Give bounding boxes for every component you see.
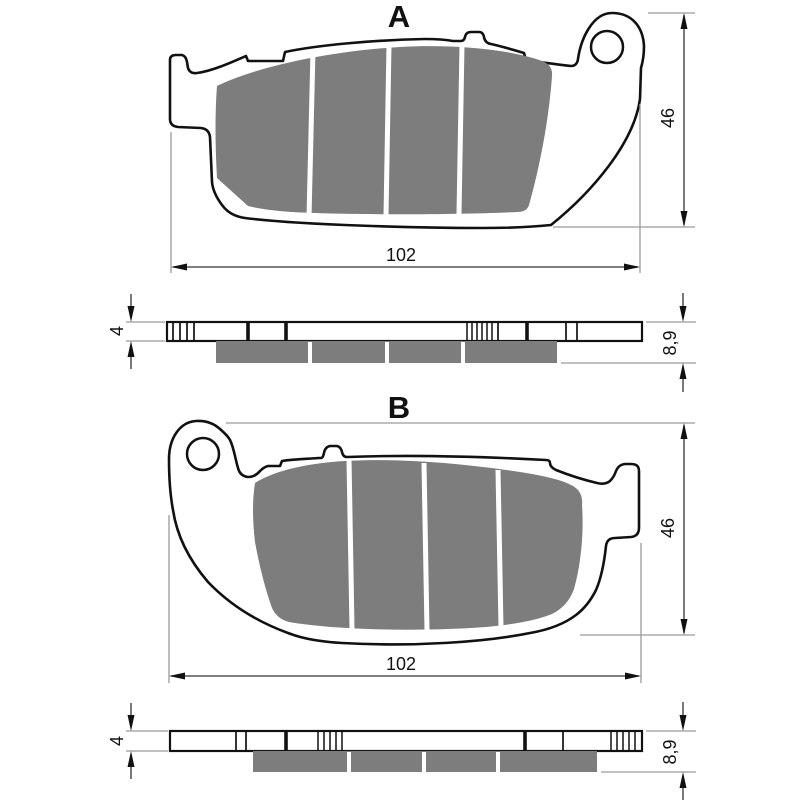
arrowhead-down: [128, 306, 135, 322]
arrowhead-up: [128, 751, 135, 767]
side-a-backplate: [167, 322, 642, 341]
side-a-plate-dimension: [107, 294, 165, 369]
side-a-plate-thickness-label: 4: [107, 325, 127, 337]
arrowhead-up: [128, 341, 135, 357]
view-a-label: A: [387, 0, 411, 34]
view-a-front: [170, 0, 644, 228]
pad-a-friction-material: [216, 46, 553, 214]
arrowhead-right: [624, 264, 640, 271]
view-a-height-label: 46: [658, 107, 678, 129]
view-a-width-label: 102: [385, 245, 417, 265]
view-b-width-label: 102: [385, 654, 417, 674]
arrowhead-down: [680, 306, 687, 322]
arrowhead-down: [681, 619, 688, 635]
view-a-side-section: [107, 293, 696, 392]
side-a-total-thickness-label: 8,9: [660, 330, 680, 356]
side-b-backplate: [170, 731, 642, 751]
side-a-total-dimension: [561, 293, 696, 392]
pad-a-mounting-hole: [591, 31, 623, 63]
arrowhead-left: [169, 673, 185, 680]
pad-b-mounting-hole: [187, 438, 219, 470]
arrowhead-up: [680, 772, 687, 788]
arrowhead-down: [680, 715, 687, 731]
arrowhead-down: [681, 211, 688, 227]
side-b-total-thickness-label: 8,9: [660, 739, 680, 765]
arrowhead-up: [681, 13, 688, 29]
arrowhead-right: [625, 673, 641, 680]
arrowhead-up: [681, 423, 688, 439]
view-b-front: [169, 390, 639, 644]
side-b-plate-dimension: [107, 703, 168, 779]
view-b-label: B: [387, 390, 411, 425]
pad-b-friction-material: [253, 460, 583, 630]
arrowhead-left: [171, 264, 187, 271]
view-b-side-section: [107, 702, 696, 800]
side-b-plate-thickness-label: 4: [107, 735, 127, 747]
arrowhead-up: [680, 363, 687, 379]
arrowhead-down: [128, 715, 135, 731]
view-b-height-label: 46: [658, 517, 678, 539]
